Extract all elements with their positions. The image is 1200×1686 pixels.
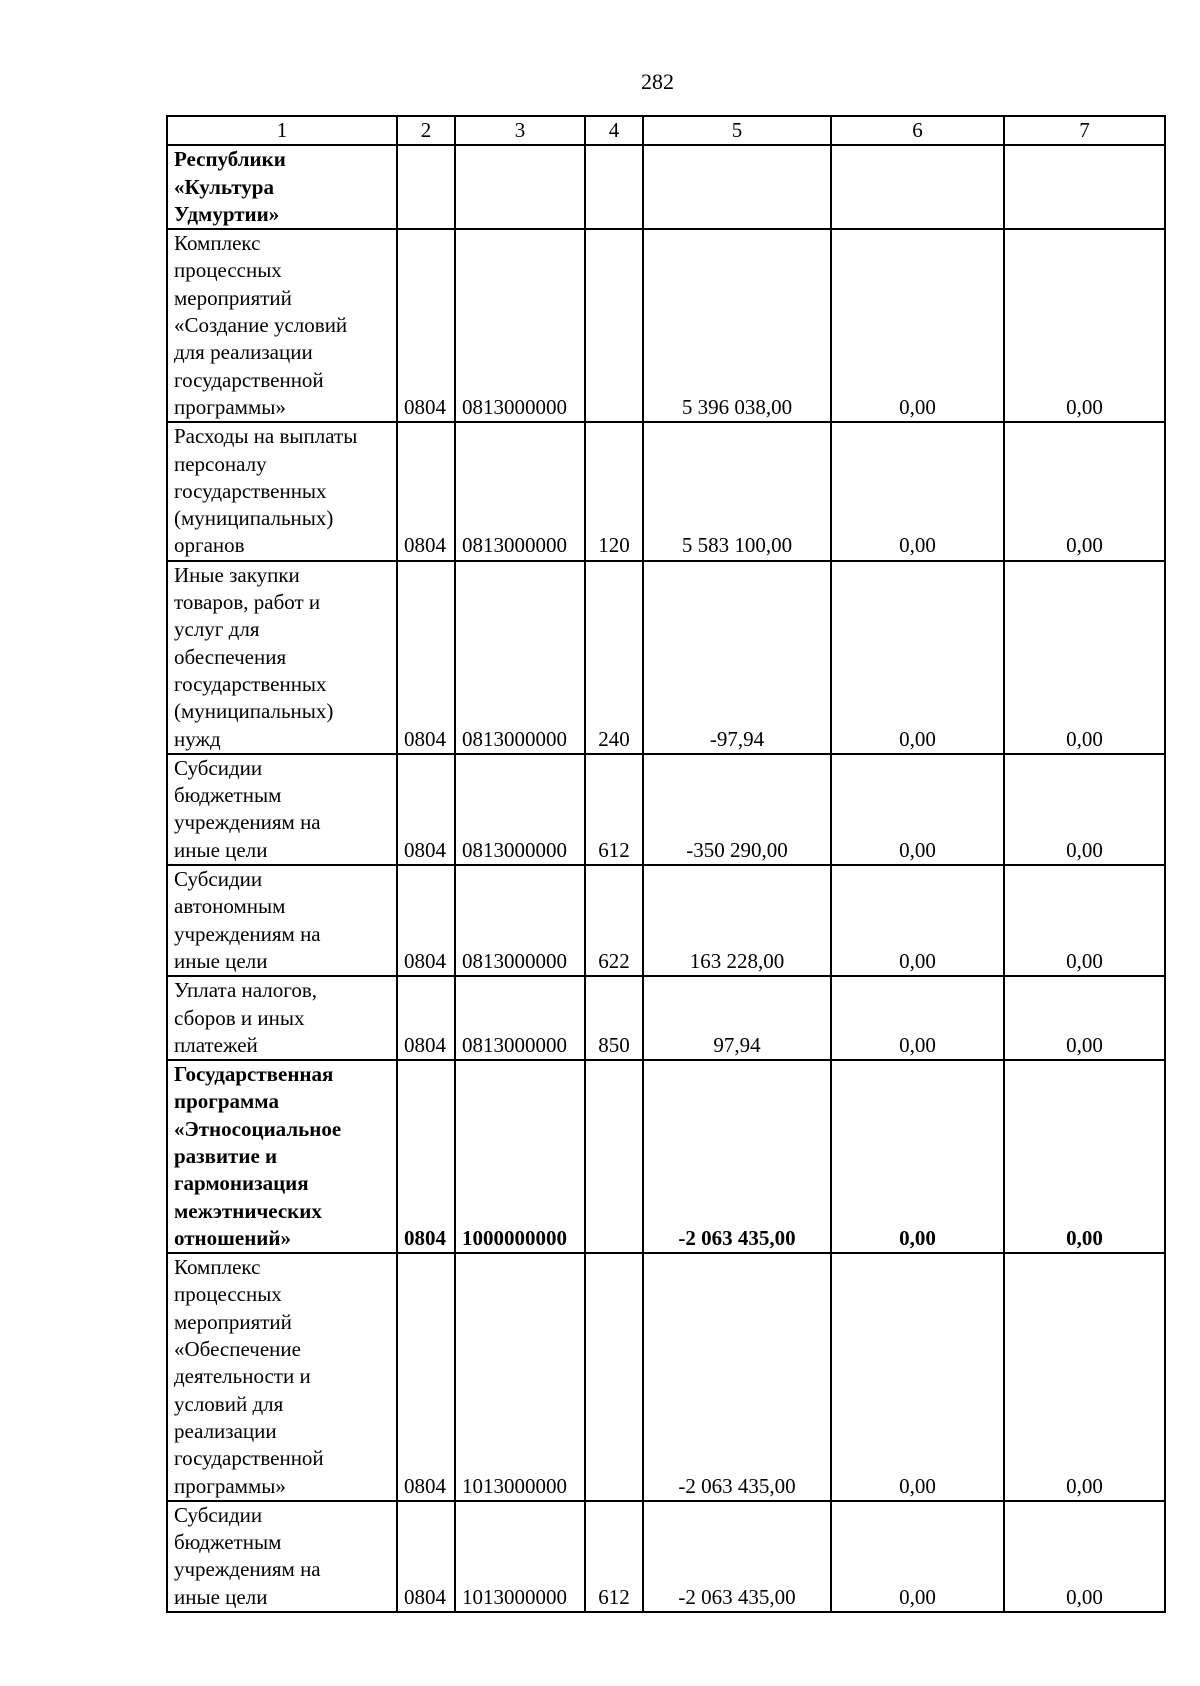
name-line: иные цели	[174, 837, 268, 862]
section-cell: 0804	[397, 561, 455, 754]
name-line: «Обеспечение	[174, 1337, 301, 1362]
column-header: 2	[397, 116, 455, 145]
target-article-cell: 0813000000	[455, 754, 585, 865]
amount-cell: -350 290,00	[643, 754, 831, 865]
name-line: персоналу	[174, 451, 267, 476]
column-header: 7	[1004, 116, 1165, 145]
name-line: Государственная	[174, 1062, 334, 1087]
table-row	[167, 865, 1165, 976]
table-header-row	[167, 116, 1165, 145]
name-line: иные цели	[174, 1584, 268, 1609]
amount-cell: 0,00	[831, 1060, 1004, 1253]
name-line: учреждениям на	[174, 1557, 321, 1582]
name-line: гармонизация	[174, 1171, 309, 1196]
target-article-cell: 0813000000	[455, 561, 585, 754]
name-line: условий для	[174, 1391, 284, 1416]
amount-cell: 5 396 038,00	[643, 229, 831, 422]
name-line: государственной	[174, 1446, 324, 1471]
target-article-cell: 1013000000	[455, 1501, 585, 1612]
name-line: Уплата налогов,	[174, 978, 318, 1003]
table-row	[167, 1501, 1165, 1612]
table-row	[167, 229, 1165, 422]
expense-type-cell: 612	[585, 754, 643, 865]
amount-cell: -97,94	[643, 561, 831, 754]
amount-cell	[831, 145, 1004, 229]
amount-cell: 0,00	[831, 976, 1004, 1060]
amount-cell: 0,00	[1004, 1060, 1165, 1253]
name-line: Республики	[174, 147, 286, 172]
column-header: 5	[643, 116, 831, 145]
name-line: государственных	[174, 671, 327, 696]
name-line: обеспечения	[174, 644, 287, 669]
amount-cell: 0,00	[1004, 1501, 1165, 1612]
target-article-cell: 0813000000	[455, 865, 585, 976]
name-line: иные цели	[174, 948, 268, 973]
table-row	[167, 422, 1165, 560]
amount-cell: 0,00	[1004, 976, 1165, 1060]
name-line: бюджетным	[174, 783, 282, 808]
name-cell	[167, 1253, 397, 1501]
amount-cell	[1004, 145, 1165, 229]
column-header: 1	[167, 116, 397, 145]
expense-type-cell	[585, 1253, 643, 1501]
amount-cell: 0,00	[1004, 561, 1165, 754]
amount-cell: 0,00	[1004, 229, 1165, 422]
name-line: программы»	[174, 394, 286, 419]
name-cell	[167, 561, 397, 754]
target-article-cell: 1013000000	[455, 1253, 585, 1501]
amount-cell: -2 063 435,00	[643, 1501, 831, 1612]
expense-type-cell: 120	[585, 422, 643, 560]
section-cell: 0804	[397, 422, 455, 560]
expense-type-cell	[585, 229, 643, 422]
name-cell	[167, 1501, 397, 1612]
expense-type-cell: 240	[585, 561, 643, 754]
table-row	[167, 754, 1165, 865]
target-article-cell: 0813000000	[455, 976, 585, 1060]
name-line: мероприятий	[174, 285, 292, 310]
name-line: программа	[174, 1089, 279, 1114]
section-cell: 0804	[397, 865, 455, 976]
name-line: «Этносоциальное	[174, 1116, 342, 1141]
section-cell: 0804	[397, 229, 455, 422]
target-article-cell: 0813000000	[455, 229, 585, 422]
amount-cell: 5 583 100,00	[643, 422, 831, 560]
name-line: органов	[174, 533, 245, 558]
name-line: учреждениям на	[174, 810, 321, 835]
name-line: отношений»	[174, 1225, 291, 1250]
amount-cell: 0,00	[831, 422, 1004, 560]
name-cell	[167, 229, 397, 422]
name-line: реализации	[174, 1418, 277, 1443]
expense-type-cell: 850	[585, 976, 643, 1060]
name-line: (муниципальных)	[174, 699, 334, 724]
amount-cell: 0,00	[1004, 865, 1165, 976]
section-cell: 0804	[397, 1253, 455, 1501]
name-cell	[167, 865, 397, 976]
table-row	[167, 1253, 1165, 1501]
amount-cell	[643, 145, 831, 229]
amount-cell: -2 063 435,00	[643, 1253, 831, 1501]
table-row	[167, 1060, 1165, 1253]
name-line: межэтнических	[174, 1198, 322, 1223]
page-number: 282	[641, 69, 674, 94]
name-line: программы»	[174, 1473, 286, 1498]
name-line: товаров, работ и	[174, 590, 321, 615]
amount-cell: 97,94	[643, 976, 831, 1060]
name-line: услуг для	[174, 617, 260, 642]
name-line: для реализации	[174, 340, 313, 365]
name-cell	[167, 145, 397, 229]
name-line: бюджетным	[174, 1530, 282, 1555]
name-line: Иные закупки	[174, 562, 300, 587]
name-line: государственных	[174, 478, 327, 503]
name-line: Комплекс	[174, 1255, 261, 1280]
name-cell	[167, 976, 397, 1060]
column-header: 3	[455, 116, 585, 145]
budget-table	[166, 115, 1166, 1613]
name-line: государственной	[174, 367, 324, 392]
name-line: платежей	[174, 1032, 258, 1057]
name-line: «Создание условий	[174, 313, 348, 338]
amount-cell: 0,00	[831, 1253, 1004, 1501]
target-article-cell	[455, 145, 585, 229]
name-line: Комплекс	[174, 231, 261, 256]
amount-cell: 0,00	[1004, 422, 1165, 560]
table-row	[167, 561, 1165, 754]
amount-cell: 0,00	[1004, 1253, 1165, 1501]
section-cell: 0804	[397, 976, 455, 1060]
target-article-cell: 1000000000	[455, 1060, 585, 1253]
name-line: Субсидии	[174, 867, 263, 892]
section-cell: 0804	[397, 754, 455, 865]
name-cell	[167, 1060, 397, 1253]
amount-cell: 163 228,00	[643, 865, 831, 976]
name-line: Удмуртии»	[174, 201, 280, 226]
name-line: Субсидии	[174, 755, 263, 780]
amount-cell: 0,00	[1004, 754, 1165, 865]
column-header: 6	[831, 116, 1004, 145]
column-header: 4	[585, 116, 643, 145]
name-line: «Культура	[174, 174, 274, 199]
name-line: развитие и	[174, 1143, 278, 1168]
amount-cell: 0,00	[831, 865, 1004, 976]
name-line: мероприятий	[174, 1309, 292, 1334]
name-line: процессных	[174, 258, 282, 283]
name-line: (муниципальных)	[174, 506, 334, 531]
name-line: Расходы на выплаты	[174, 424, 358, 449]
section-cell: 0804	[397, 1501, 455, 1612]
name-line: деятельности и	[174, 1364, 311, 1389]
expense-type-cell	[585, 1060, 643, 1253]
name-line: процессных	[174, 1282, 282, 1307]
name-line: автономным	[174, 894, 286, 919]
expense-type-cell: 622	[585, 865, 643, 976]
section-cell	[397, 145, 455, 229]
amount-cell: 0,00	[831, 1501, 1004, 1612]
name-cell	[167, 754, 397, 865]
amount-cell: 0,00	[831, 561, 1004, 754]
amount-cell: -2 063 435,00	[643, 1060, 831, 1253]
target-article-cell: 0813000000	[455, 422, 585, 560]
amount-cell: 0,00	[831, 754, 1004, 865]
expense-type-cell: 612	[585, 1501, 643, 1612]
name-line: сборов и иных	[174, 1005, 305, 1030]
table-row	[167, 145, 1165, 229]
expense-type-cell	[585, 145, 643, 229]
name-cell	[167, 422, 397, 560]
section-cell: 0804	[397, 1060, 455, 1253]
table-row	[167, 976, 1165, 1060]
name-line: Субсидии	[174, 1502, 263, 1527]
name-line: учреждениям на	[174, 921, 321, 946]
amount-cell: 0,00	[831, 229, 1004, 422]
name-line: нужд	[174, 726, 221, 751]
